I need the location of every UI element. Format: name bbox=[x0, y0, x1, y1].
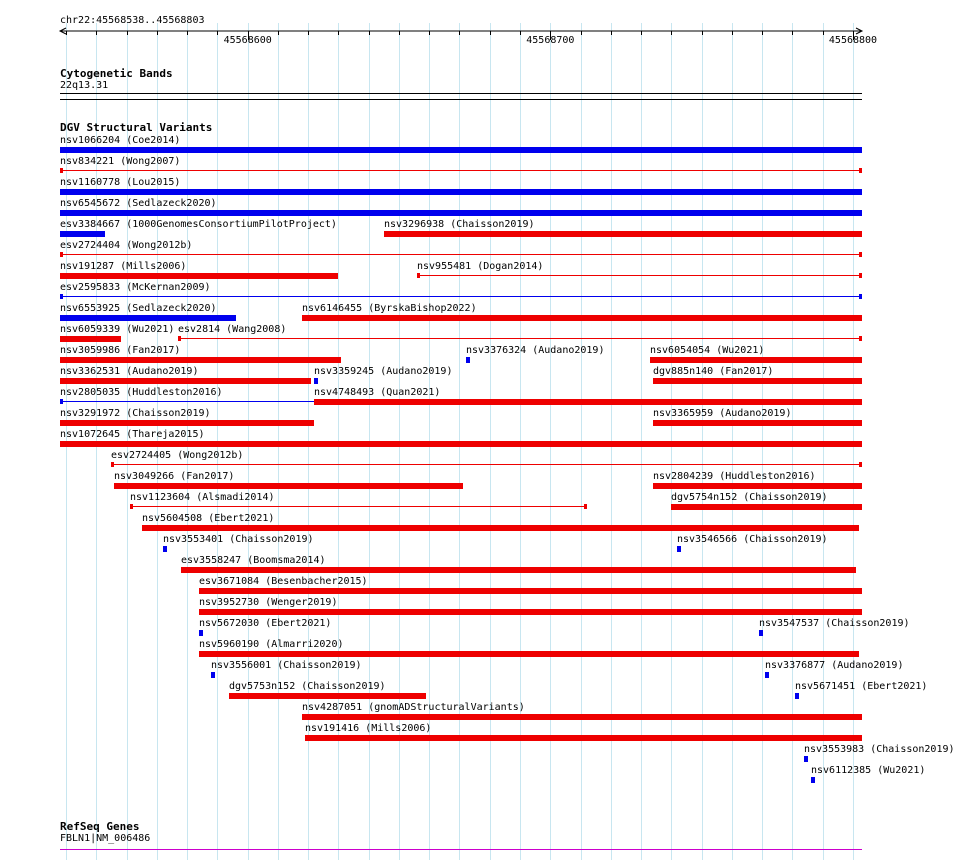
variant-gain-bar[interactable] bbox=[199, 630, 203, 636]
cytoband-label: 22q13.31 bbox=[60, 80, 109, 91]
variant-label[interactable]: nsv3291972 (Chaisson2019) bbox=[60, 408, 211, 419]
variant-loss-bar[interactable] bbox=[114, 483, 463, 489]
variant-loss-bar[interactable] bbox=[653, 483, 862, 489]
variant-label[interactable]: nsv5960190 (Almarri2020) bbox=[199, 639, 344, 650]
variant-loss-bar[interactable] bbox=[60, 336, 121, 342]
variant-loss-bar[interactable] bbox=[60, 441, 862, 447]
variant-loss-bar[interactable] bbox=[60, 254, 862, 255]
variant-label[interactable]: dgv5753n152 (Chaisson2019) bbox=[229, 681, 386, 692]
variant-gain-bar[interactable] bbox=[677, 546, 681, 552]
variant-label[interactable]: nsv4748493 (Quan2021) bbox=[314, 387, 441, 398]
variant-loss-bar[interactable] bbox=[60, 378, 311, 384]
ruler-tick-label: 45568800 bbox=[828, 35, 878, 46]
variant-gain-bar[interactable] bbox=[466, 357, 470, 363]
variant-label[interactable]: nsv1072645 (Thareja2015) bbox=[60, 429, 205, 440]
variant-loss-bar[interactable] bbox=[199, 651, 859, 657]
variant-label[interactable]: nsv3365959 (Audano2019) bbox=[653, 408, 792, 419]
variant-label[interactable]: nsv6054054 (Wu2021) bbox=[650, 345, 765, 356]
variant-label[interactable]: nsv6059339 (Wu2021) bbox=[60, 324, 175, 335]
variant-label[interactable]: nsv3362531 (Audano2019) bbox=[60, 366, 199, 377]
variant-loss-bar[interactable] bbox=[142, 525, 859, 531]
variant-loss-bar[interactable] bbox=[314, 399, 862, 405]
variant-label[interactable]: nsv3376877 (Audano2019) bbox=[765, 660, 904, 671]
variant-label[interactable]: nsv6545672 (Sedlazeck2020) bbox=[60, 198, 217, 209]
variant-gain-bar[interactable] bbox=[811, 777, 815, 783]
variant-label[interactable]: nsv834221 (Wong2007) bbox=[60, 156, 181, 167]
variant-label[interactable]: nsv5671451 (Ebert2021) bbox=[795, 681, 928, 692]
variant-label[interactable]: nsv3546566 (Chaisson2019) bbox=[677, 534, 828, 545]
variant-label[interactable]: nsv3952730 (Wenger2019) bbox=[199, 597, 338, 608]
variant-loss-bar[interactable] bbox=[60, 273, 338, 279]
variant-label[interactable]: nsv1123604 (Alsmadi2014) bbox=[130, 492, 275, 503]
variant-loss-bar[interactable] bbox=[178, 338, 862, 339]
dgv-track-title[interactable]: DGV Structural Variants bbox=[60, 121, 213, 134]
variant-label[interactable]: nsv955481 (Dogan2014) bbox=[417, 261, 544, 272]
variant-gain-bar[interactable] bbox=[60, 315, 236, 321]
variant-label[interactable]: nsv3359245 (Audano2019) bbox=[314, 366, 453, 377]
variant-label[interactable]: nsv4287051 (gnomADStructuralVariants) bbox=[302, 702, 525, 713]
refseq-track-title[interactable]: RefSeq Genes bbox=[60, 820, 140, 833]
refseq-gene-line[interactable] bbox=[60, 849, 862, 850]
variant-loss-bar[interactable] bbox=[60, 357, 341, 363]
ruler-tick-label: 45568700 bbox=[526, 35, 575, 46]
variant-label[interactable]: esv2814 (Wang2008) bbox=[178, 324, 287, 335]
variant-label[interactable]: esv2724405 (Wong2012b) bbox=[111, 450, 244, 461]
variant-label[interactable]: nsv3376324 (Audano2019) bbox=[466, 345, 605, 356]
variant-loss-bar[interactable] bbox=[650, 357, 862, 363]
variant-gain-bar[interactable] bbox=[60, 147, 862, 153]
variant-loss-bar[interactable] bbox=[181, 567, 856, 573]
cytoband-bar-bottom bbox=[60, 99, 862, 100]
variant-loss-bar[interactable] bbox=[199, 609, 862, 615]
variant-label[interactable]: nsv3296938 (Chaisson2019) bbox=[384, 219, 535, 230]
variant-loss-bar[interactable] bbox=[305, 735, 862, 741]
variant-label[interactable]: nsv5604508 (Ebert2021) bbox=[142, 513, 275, 524]
variant-gain-bar[interactable] bbox=[804, 756, 808, 762]
variant-label[interactable]: esv2724404 (Wong2012b) bbox=[60, 240, 193, 251]
variant-gain-bar[interactable] bbox=[759, 630, 763, 636]
variant-label[interactable]: nsv191287 (Mills2006) bbox=[60, 261, 187, 272]
variant-label[interactable]: nsv3553401 (Chaisson2019) bbox=[163, 534, 314, 545]
variant-label[interactable]: nsv3049266 (Fan2017) bbox=[114, 471, 235, 482]
variant-loss-bar[interactable] bbox=[653, 378, 862, 384]
variant-label[interactable]: nsv1160778 (Lou2015) bbox=[60, 177, 181, 188]
variant-label[interactable]: nsv3556001 (Chaisson2019) bbox=[211, 660, 362, 671]
variant-label[interactable]: nsv3553983 (Chaisson2019) bbox=[804, 744, 955, 755]
variant-loss-bar[interactable] bbox=[111, 464, 862, 465]
variant-loss-bar[interactable] bbox=[60, 170, 862, 171]
variant-loss-bar[interactable] bbox=[302, 714, 862, 720]
location-label: chr22:45568538..45568803 bbox=[60, 15, 205, 26]
variant-label[interactable]: nsv191416 (Mills2006) bbox=[305, 723, 432, 734]
variant-label[interactable]: nsv2805035 (Huddleston2016) bbox=[60, 387, 223, 398]
variant-gain-bar[interactable] bbox=[163, 546, 167, 552]
variant-label[interactable]: esv2595833 (McKernan2009) bbox=[60, 282, 211, 293]
variant-label[interactable]: nsv2804239 (Huddleston2016) bbox=[653, 471, 816, 482]
refseq-gene-label[interactable]: FBLN1|NM_006486 bbox=[60, 833, 151, 844]
variant-gain-bar[interactable] bbox=[765, 672, 769, 678]
variant-label[interactable]: dgv5754n152 (Chaisson2019) bbox=[671, 492, 828, 503]
variant-loss-bar[interactable] bbox=[229, 693, 426, 699]
variant-loss-bar[interactable] bbox=[384, 231, 862, 237]
variant-gain-bar[interactable] bbox=[60, 296, 862, 297]
variant-label[interactable]: nsv3547537 (Chaisson2019) bbox=[759, 618, 910, 629]
cytoband-bar-top[interactable] bbox=[60, 93, 862, 94]
variant-gain-bar[interactable] bbox=[60, 210, 862, 216]
variant-label[interactable]: nsv6112385 (Wu2021) bbox=[811, 765, 926, 776]
variant-label[interactable]: nsv5672030 (Ebert2021) bbox=[199, 618, 332, 629]
variant-label[interactable]: esv3384667 (1000GenomesConsortiumPilotProject) bbox=[60, 219, 337, 230]
variant-loss-bar[interactable] bbox=[130, 506, 587, 507]
ruler-tick-label: 45568600 bbox=[223, 35, 272, 46]
variant-gain-bar[interactable] bbox=[795, 693, 799, 699]
variant-label[interactable]: esv3558247 (Boomsma2014) bbox=[181, 555, 326, 566]
variant-loss-bar[interactable] bbox=[302, 315, 862, 321]
cytoband-track-title[interactable]: Cytogenetic Bands bbox=[60, 67, 173, 80]
variant-loss-bar[interactable] bbox=[653, 420, 862, 426]
variant-label[interactable]: nsv3059986 (Fan2017) bbox=[60, 345, 181, 356]
variant-loss-bar[interactable] bbox=[671, 504, 862, 510]
variant-label[interactable]: nsv6553925 (Sedlazeck2020) bbox=[60, 303, 217, 314]
variant-loss-bar[interactable] bbox=[60, 420, 314, 426]
variant-label[interactable]: dgv885n140 (Fan2017) bbox=[653, 366, 774, 377]
variant-label[interactable]: nsv6146455 (ByrskaBishop2022) bbox=[302, 303, 477, 314]
variant-gain-bar[interactable] bbox=[314, 378, 318, 384]
ruler[interactable] bbox=[0, 0, 890, 50]
variant-gain-bar[interactable] bbox=[211, 672, 215, 678]
variant-label[interactable]: nsv1066204 (Coe2014) bbox=[60, 135, 181, 146]
variant-loss-bar[interactable] bbox=[199, 588, 862, 594]
variant-gain-bar[interactable] bbox=[60, 189, 862, 195]
variant-loss-bar[interactable] bbox=[417, 275, 862, 276]
variant-gain-bar[interactable] bbox=[60, 231, 105, 237]
variant-label[interactable]: esv3671084 (Besenbacher2015) bbox=[199, 576, 368, 587]
